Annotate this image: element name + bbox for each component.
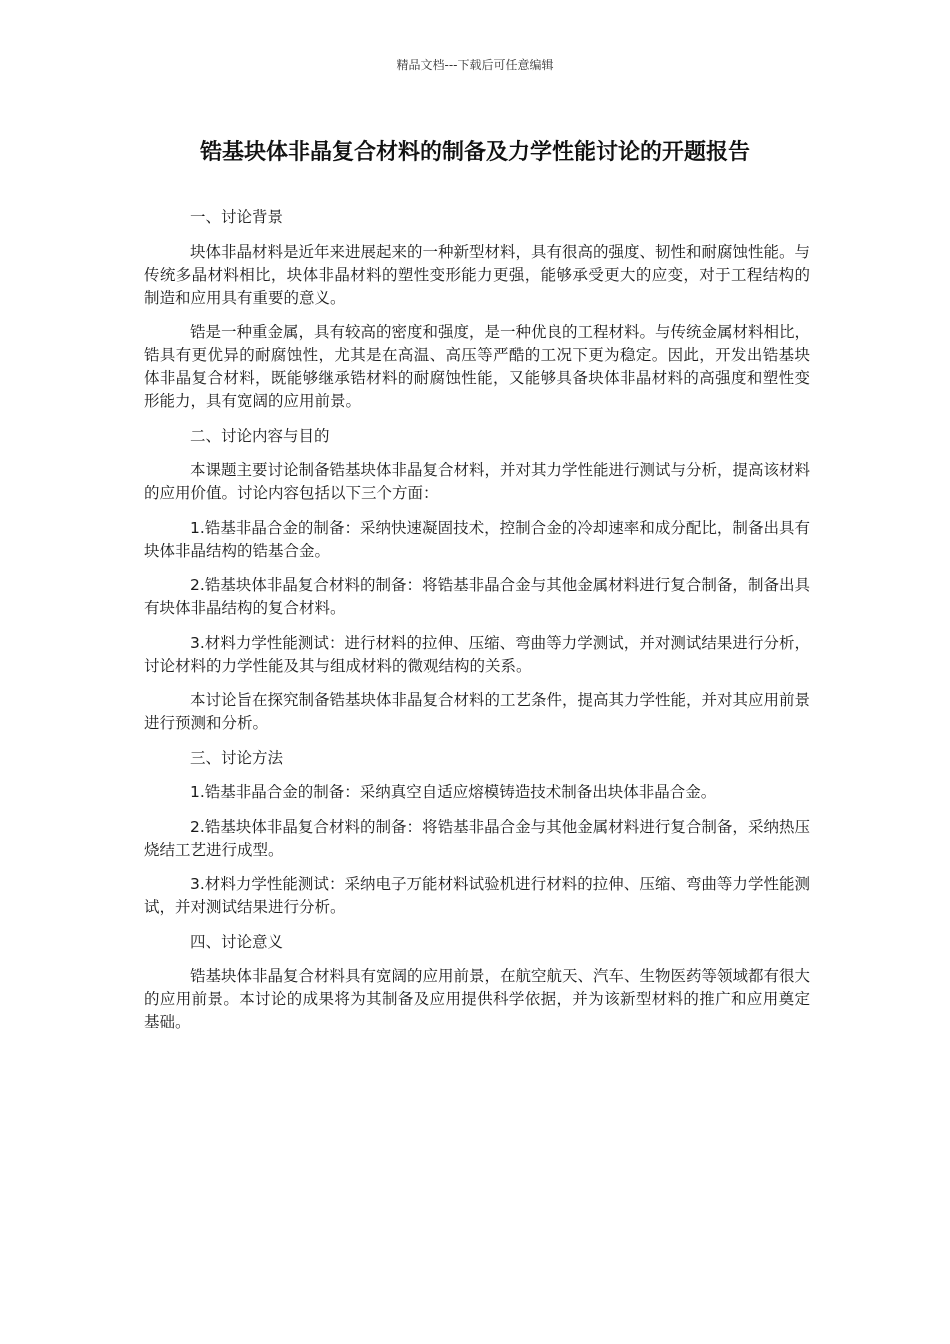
section-heading-methods: 三、讨论方法 xyxy=(190,748,284,767)
paragraph: 本讨论旨在探究制备锆基块体非晶复合材料的工艺条件，提高其力学性能，并对其应用前景进行预测和分析。 xyxy=(144,691,811,732)
list-item: 3.材料力学性能测试：采纳电子万能材料试验机进行材料的拉伸、压缩、弯曲等力学性能测试，并对测试结果进行分析。 xyxy=(144,875,810,916)
document-body xyxy=(144,206,810,1046)
paragraph: 锆是一种重金属，具有较高的密度和强度，是一种优良的工程材料。与传统金属材料相比，锆具有更优异的耐腐蚀性，尤其是在高温、高压等严酷的工况下更为稳定。因此，开发出锆基块体非晶复合材料，既能够继承锆材料的耐腐蚀性能，又能够具备块体非晶材料的高强度和塑性变形能力，具有宽阔的应用前景。 xyxy=(144,323,811,410)
paragraph: 锆基块体非晶复合材料具有宽阔的应用前景，在航空航天、汽车、生物医药等领域都有很大的应用前景。本讨论的成果将为其制备及应用提供科学依据，并为该新型材料的推广和应用奠定基础。 xyxy=(144,967,811,1031)
list-item: 2.锆基块体非晶复合材料的制备：将锆基非晶合金与其他金属材料进行复合制备，制备出具有块体非晶结构的复合材料。 xyxy=(144,576,810,617)
list-item: 1.锆基非晶合金的制备：采纳真空自适应熔模铸造技术制备出块体非晶合金。 xyxy=(190,783,717,801)
section-heading-content-purpose: 二、讨论内容与目的 xyxy=(190,426,330,445)
list-item: 2.锆基块体非晶复合材料的制备：将锆基非晶合金与其他金属材料进行复合制备，采纳热压烧结工艺进行成型。 xyxy=(144,817,810,859)
section-heading-significance: 四、讨论意义 xyxy=(190,932,284,951)
list-item: 1.锆基非晶合金的制备：采纳快速凝固技术，控制合金的冷却速率和成分配比，制备出具有块体非晶结构的锆基合金。 xyxy=(144,518,810,560)
document-title: 锆基块体非晶复合材料的制备及力学性能讨论的开题报告 xyxy=(199,140,750,165)
list-item: 3.材料力学性能测试：进行材料的拉伸、压缩、弯曲等力学测试，并对测试结果进行分析，讨论材料的力学性能及其与组成材料的微观结构的关系。 xyxy=(144,633,810,675)
page-header: 精品文档---下载后可任意编辑 xyxy=(396,58,554,72)
paragraph: 块体非晶材料是近年来进展起来的一种新型材料，具有很高的强度、韧性和耐腐蚀性能。与传统多晶材料相比，块体非晶材料的塑性变形能力更强，能够承受更大的应变，对于工程结构的制造和应用具有重要的意义。 xyxy=(144,242,811,307)
paragraph: 本课题主要讨论制备锆基块体非晶复合材料，并对其力学性能进行测试与分析，提高该材料的应用价值。讨论内容包括以下三个方面： xyxy=(144,461,811,502)
section-heading-background: 一、讨论背景 xyxy=(190,208,284,226)
